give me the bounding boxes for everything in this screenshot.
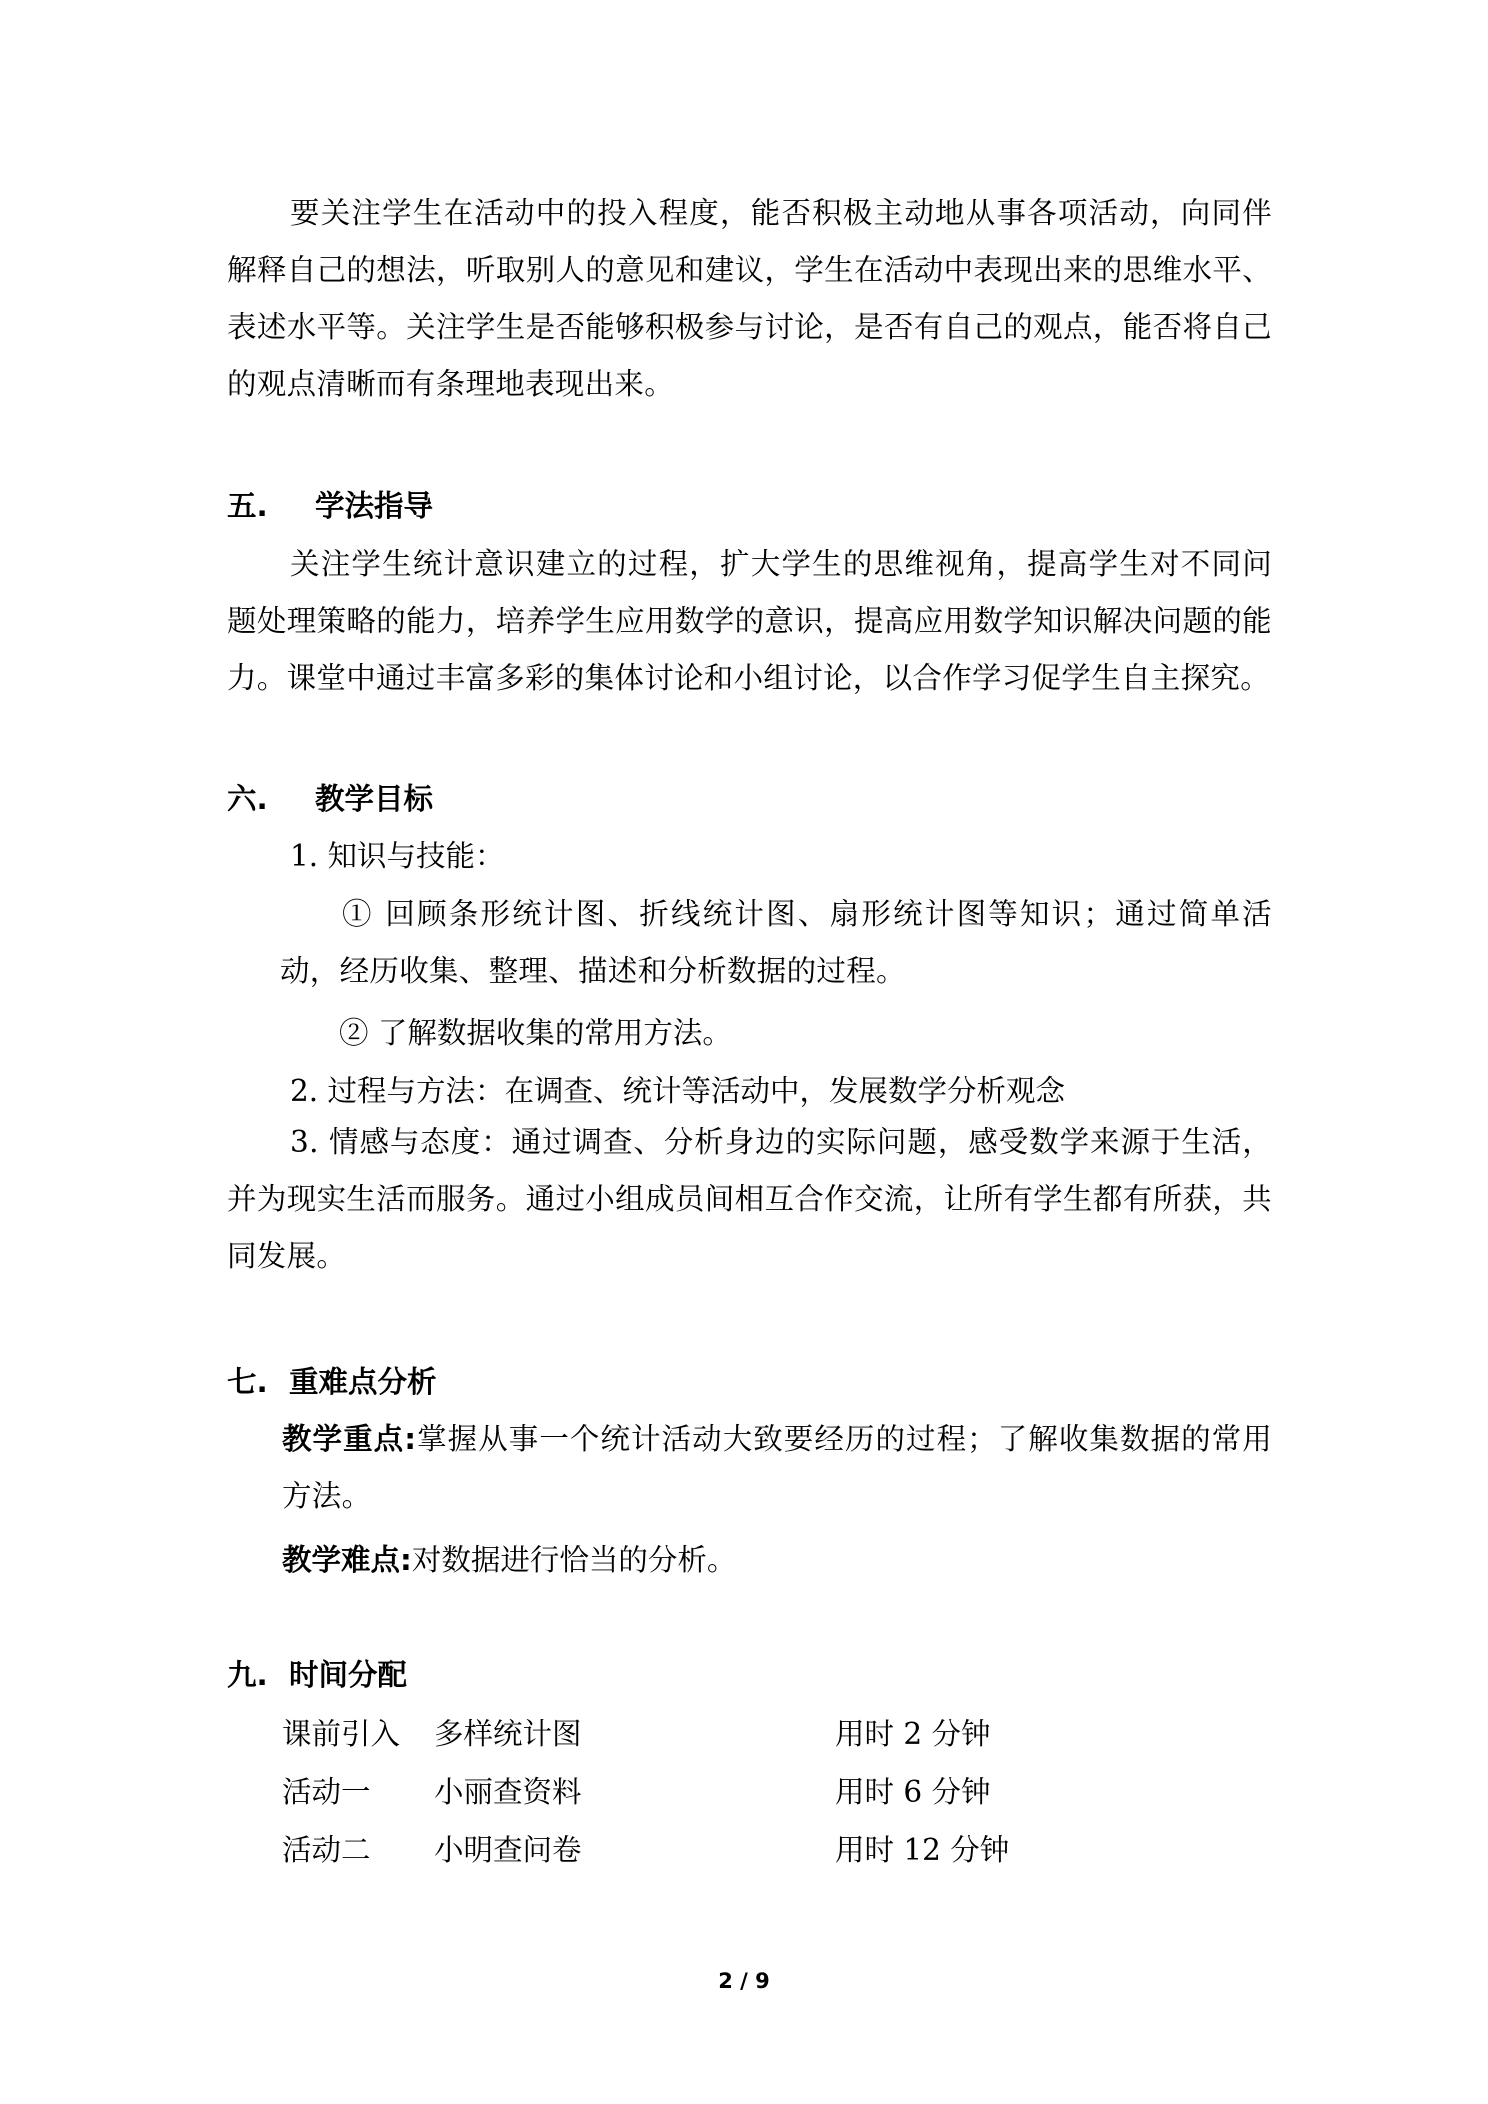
time-cell: 用时 2 分钟 bbox=[835, 1717, 991, 1751]
key-points-text: 掌握从事一个统计活动大致要经历的过程；了解收集数据的常用方法。 bbox=[282, 1422, 1272, 1513]
section-heading-7 bbox=[227, 1362, 437, 1402]
objective-item-1: 1. 知识与技能： bbox=[290, 839, 505, 873]
difficult-points-line bbox=[282, 1540, 736, 1580]
content-cell: 小明查问卷 bbox=[434, 1833, 582, 1867]
section-heading-6 bbox=[227, 779, 433, 819]
time-cell: 用时 12 分钟 bbox=[835, 1833, 1010, 1867]
section-heading-9 bbox=[227, 1655, 407, 1695]
section-title: 重难点分析 bbox=[289, 1365, 437, 1399]
intro-paragraph: 要关注学生在活动中的投入程度，能否积极主动地从事各项活动，向同伴解释自己的想法，听取别人的意见和建议，学生在活动中表现出来的思维水平、表述水平等。关注学生是否能够积极参与讨论，是否有自己的观点，能否将自己的观点清晰而有条理地表现出来。 bbox=[227, 196, 1272, 401]
section-title: 教学目标 bbox=[315, 782, 434, 816]
objective-sub-item-1: ① 回顾条形统计图、折线统计图、扇形统计图等知识；通过简单活动，经历收集、整理、描述和分析数据的过程。 bbox=[280, 897, 1272, 988]
content-cell: 小丽查资料 bbox=[434, 1775, 582, 1809]
section-title: 时间分配 bbox=[289, 1658, 408, 1692]
section-5-paragraph: 关注学生统计意识建立的过程，扩大学生的思维视角，提高学生对不同问题处理策略的能力，培养学生应用数学的意识，提高应用数学知识解决问题的能力。课堂中通过丰富多彩的集体讨论和小组讨论，以合作学习促学生自主探究。 bbox=[227, 547, 1272, 695]
key-points-label: 教学重点: bbox=[282, 1422, 417, 1456]
objective-sub-item-2: ② 了解数据收集的常用方法。 bbox=[339, 1016, 732, 1050]
key-points-paragraph bbox=[282, 1411, 1272, 1525]
section-title: 学法指导 bbox=[315, 489, 434, 523]
difficult-points-text: 对数据进行恰当的分析。 bbox=[411, 1543, 737, 1577]
phase-cell: 活动一 bbox=[282, 1775, 371, 1809]
section-number: 六. bbox=[227, 782, 268, 816]
section-number: 五. bbox=[227, 489, 268, 523]
phase-cell: 活动二 bbox=[282, 1833, 371, 1867]
time-cell: 用时 6 分钟 bbox=[835, 1775, 991, 1809]
section-number: 七. bbox=[227, 1365, 268, 1399]
section-heading-5 bbox=[227, 486, 433, 526]
objective-item-2: 2. 过程与方法：在调查、统计等活动中，发展数学分析观念 bbox=[290, 1074, 1066, 1108]
content-cell: 多样统计图 bbox=[434, 1717, 582, 1751]
phase-cell: 课前引入 bbox=[282, 1717, 401, 1751]
section-number: 九. bbox=[227, 1658, 268, 1692]
difficult-points-label: 教学难点: bbox=[282, 1543, 412, 1577]
objective-item-3: 3. 情感与态度：通过调查、分析身边的实际问题，感受数学来源于生活，并为现实生活而服务。通过小组成员间相互合作交流，让所有学生都有所获，共同发展。 bbox=[227, 1125, 1272, 1273]
page-number: 2 / 9 bbox=[718, 1969, 770, 1993]
